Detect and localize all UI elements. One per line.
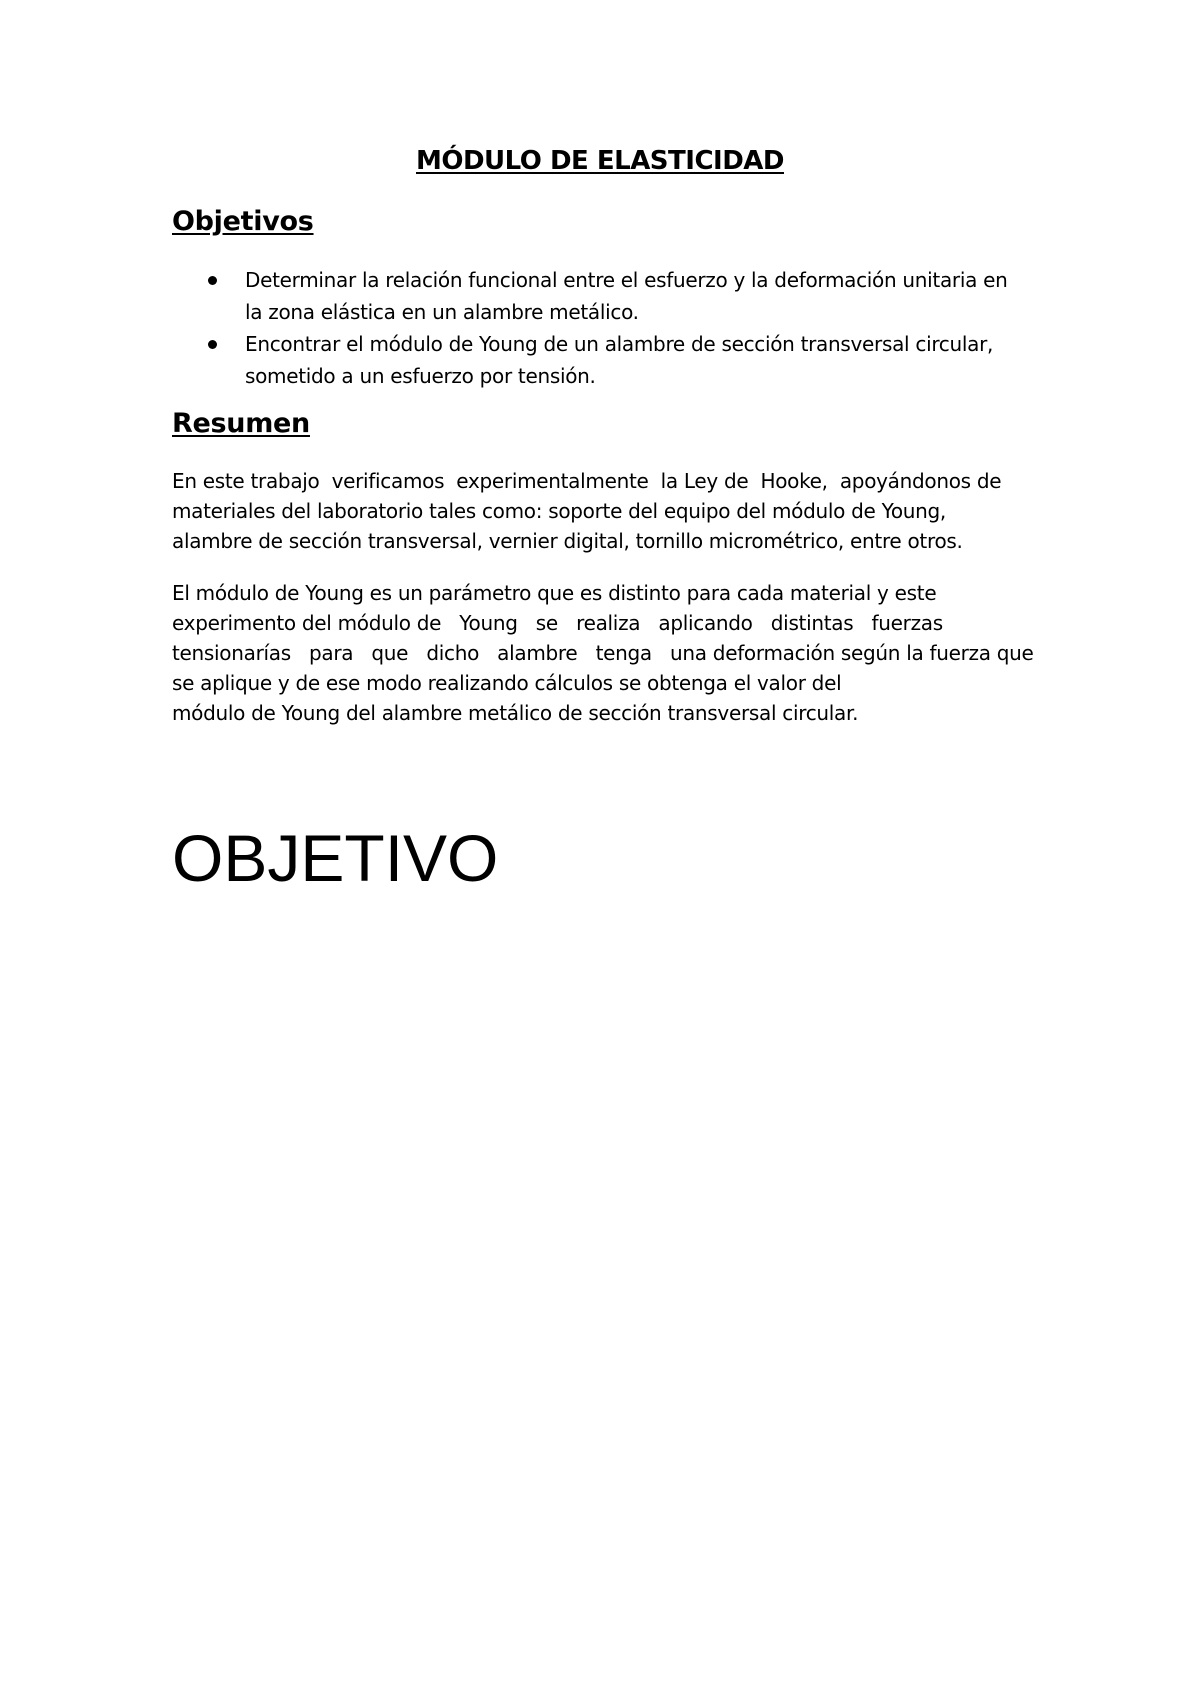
paragraph-line: materiales del laboratorio tales como: soporte del equipo del módulo de Young,: [172, 499, 946, 523]
paragraph-line: En este trabajo verificamos experimentalmente la Ley de Hooke, apoyándonos de: [172, 469, 1002, 493]
paragraph-line: se aplique y de ese modo realizando cálculos se obtenga el valor del: [172, 671, 842, 695]
document-title: MÓDULO DE ELASTICIDAD: [416, 146, 784, 176]
objetivo-big-heading: OBJETIVO: [172, 821, 499, 895]
resumen-heading: Resumen: [172, 408, 310, 439]
paragraph-line: El módulo de Young es un parámetro que es distinto para cada material y este: [172, 581, 937, 605]
resumen-paragraph-1: [172, 466, 1042, 556]
bullet-icon: [208, 340, 217, 349]
objetivos-heading: Objetivos: [172, 206, 314, 237]
paragraph-line: módulo de Young del alambre metálico de sección transversal circular.: [172, 701, 859, 725]
list-item: [172, 264, 1052, 328]
paragraph-line: experimento del módulo de Young se realiza aplicando distintas fuerzas: [172, 611, 943, 635]
list-item-line: la zona elástica en un alambre metálico.: [245, 300, 639, 324]
list-item-line: Encontrar el módulo de Young de un alambre de sección transversal circular,: [245, 332, 994, 356]
list-item: [172, 328, 1052, 392]
paragraph-line: tensionarías para que dicho alambre tenga una deformación según la fuerza que: [172, 641, 1034, 665]
paragraph-line: alambre de sección transversal, vernier digital, tornillo micrométrico, entre otros.: [172, 529, 963, 553]
list-item-line: sometido a un esfuerzo por tensión.: [245, 364, 596, 388]
list-item-line: Determinar la relación funcional entre el esfuerzo y la deformación unitaria en: [245, 268, 1008, 292]
objetivos-list: [172, 264, 1052, 392]
bullet-icon: [208, 276, 217, 285]
resumen-paragraph-2: [172, 578, 1042, 728]
